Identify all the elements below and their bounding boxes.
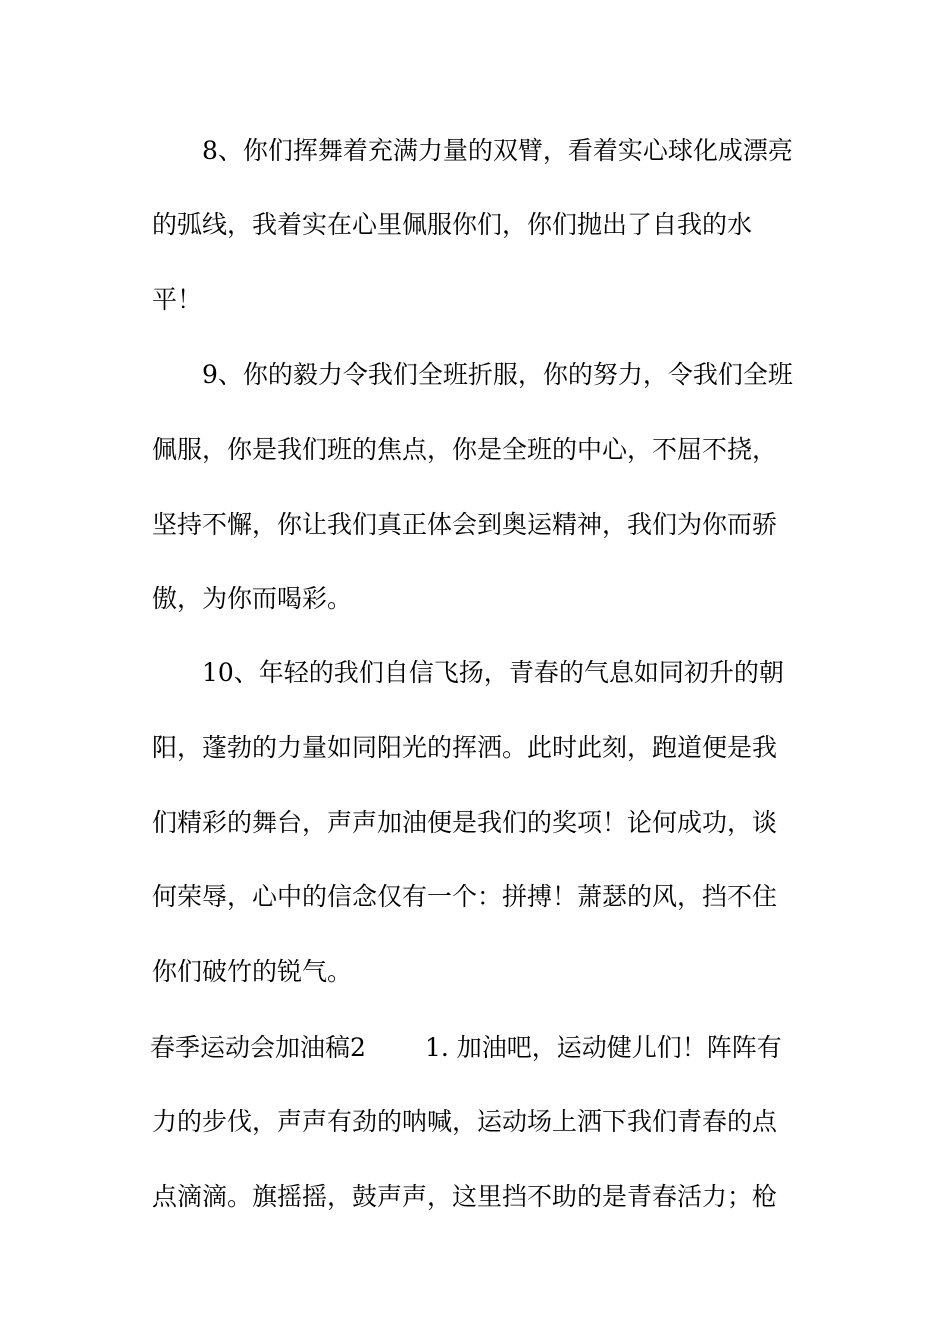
paragraph-10-line-2: 阳，蓬勃的力量如同阳光的挥洒。此时此刻，跑道便是我 [152,733,778,762]
paragraph-9-line-2: 佩服，你是我们班的焦点，你是全班的中心，不屈不挠， [152,435,778,464]
section-line-3: 点滴滴。旗摇摇，鼓声声，这里挡不助的是青春活力；枪 [152,1182,778,1211]
paragraph-9-line-4: 傲，为你而喝彩。 [152,584,353,613]
paragraph-8-line-3: 平！ [152,285,203,314]
paragraph-8-line-1: 8、你们挥舞着充满力量的双臂，看着实心球化成漂亮 [202,136,793,165]
paragraph-9-line-3: 坚持不懈，你让我们真正体会到奥运精神，我们为你而骄 [152,510,778,539]
paragraph-10-line-1: 10、年轻的我们自信飞扬，青春的气息如同初升的朝 [202,658,784,687]
paragraph-10-line-5: 你们破竹的锐气。 [152,957,353,986]
section-heading: 春季运动会加油稿2 [150,1033,366,1062]
paragraph-10-line-4: 何荣辱，心中的信念仅有一个：拼搏！萧瑟的风，挡不住 [152,882,778,911]
section-line-1: 1. 加油吧，运动健儿们！阵阵有 [425,1033,782,1062]
paragraph-8-line-2: 的弧线，我着实在心里佩服你们，你们抛出了自我的水 [152,210,753,239]
section-line-2: 力的步伐，声声有劲的呐喊，运动场上洒下我们青春的点 [152,1107,778,1136]
paragraph-10-line-3: 们精彩的舞台，声声加油便是我们的奖项！论何成功，谈 [152,808,778,837]
paragraph-9-line-1: 9、你的毅力令我们全班折服，你的努力，令我们全班 [202,360,793,389]
